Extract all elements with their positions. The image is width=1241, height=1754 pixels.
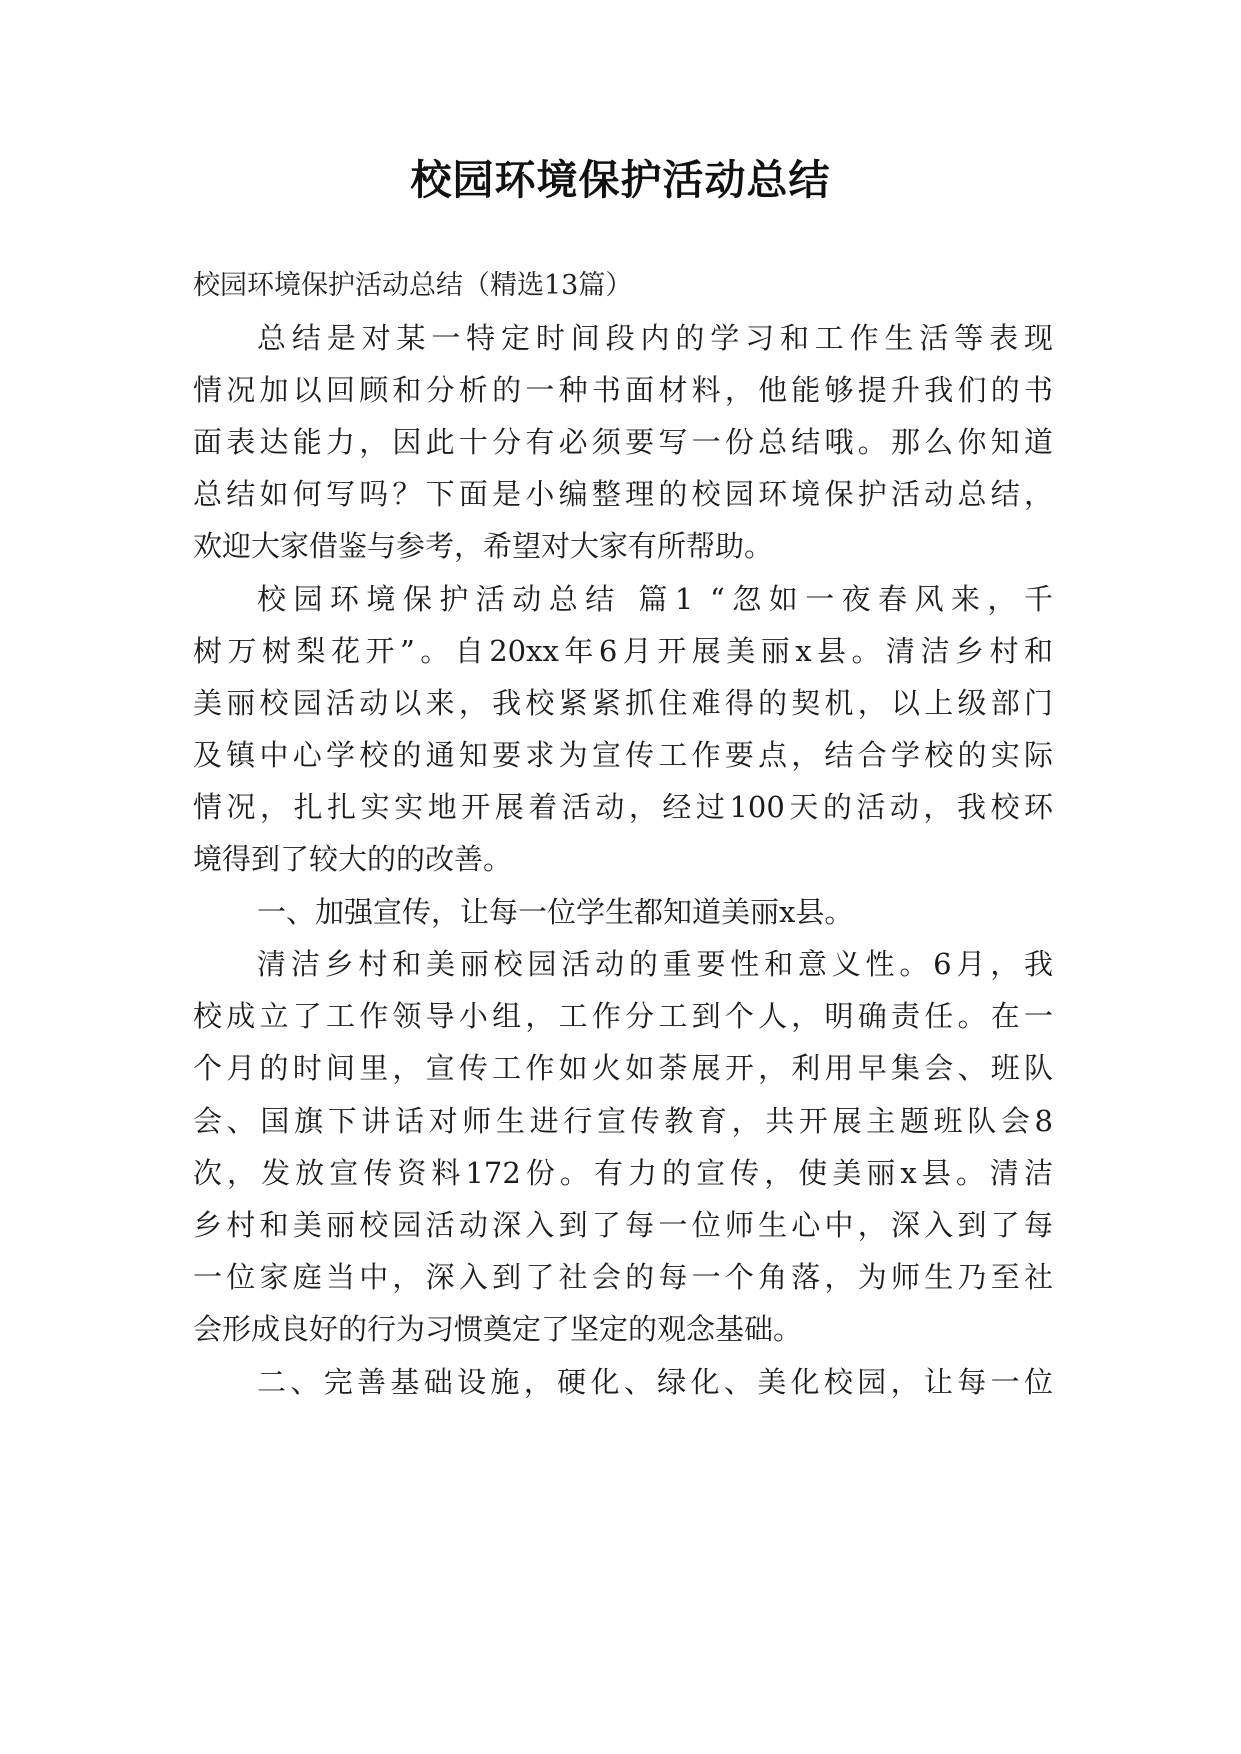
paragraph-line: 次，发放宣传资料172份。有力的宣传，使美丽x县。清洁 <box>193 1156 1053 1190</box>
paragraph-line: 欢迎大家借鉴与参考，希望对大家有所帮助。 <box>193 529 774 563</box>
paragraph-line: 清洁乡村和美丽校园活动的重要性和意义性。6月，我 <box>257 947 1053 981</box>
paragraph-line: 面表达能力，因此十分有必须要写一份总结哦。那么你知道 <box>193 425 1053 459</box>
paragraph-line: 及镇中心学校的通知要求为宣传工作要点，结合学校的实际 <box>193 738 1053 772</box>
document-title: 校园环境保护活动总结 <box>410 156 831 204</box>
paragraph-line: 会、国旗下讲话对师生进行宣传教育，共开展主题班队会8 <box>193 1104 1053 1138</box>
paragraph-line: 一位家庭当中，深入到了社会的每一个角落，为师生乃至社 <box>193 1260 1053 1294</box>
section-heading: 二、完善基础设施，硬化、绿化、美化校园，让每一位 <box>257 1365 1053 1399</box>
paragraph-line: 总结如何写吗？下面是小编整理的校园环境保护活动总结， <box>193 477 1053 511</box>
paragraph-line: 校成立了工作领导小组，工作分工到个人，明确责任。在一 <box>193 999 1053 1033</box>
paragraph-line: 个月的时间里，宣传工作如火如荼展开，利用早集会、班队 <box>193 1051 1053 1085</box>
paragraph-line: 树万树梨花开”。自20xx年6月开展美丽x县。清洁乡村和 <box>193 634 1053 668</box>
paragraph-line: 会形成良好的行为习惯奠定了坚定的观念基础。 <box>193 1312 803 1346</box>
paragraph-line: 境得到了较大的的改善。 <box>193 842 513 876</box>
paragraph-line: 美丽校园活动以来，我校紧紧抓住难得的契机，以上级部门 <box>193 686 1053 720</box>
paragraph-line: 情况，扎扎实实地开展着活动，经过100天的活动，我校环 <box>193 790 1053 824</box>
paragraph-line: 总结是对某一特定时间段内的学习和工作生活等表现 <box>257 321 1053 355</box>
section-heading: 一、加强宣传，让每一位学生都知道美丽x县。 <box>257 895 854 929</box>
paragraph-line: 情况加以回顾和分析的一种书面材料，他能够提升我们的书 <box>193 373 1053 407</box>
paragraph-line: 校园环境保护活动总结 篇1 “忽如一夜春风来，千 <box>257 582 1053 616</box>
document-subtitle: 校园环境保护活动总结（精选13篇） <box>193 270 633 301</box>
paragraph-line: 乡村和美丽校园活动深入到了每一位师生心中，深入到了每 <box>193 1208 1053 1242</box>
